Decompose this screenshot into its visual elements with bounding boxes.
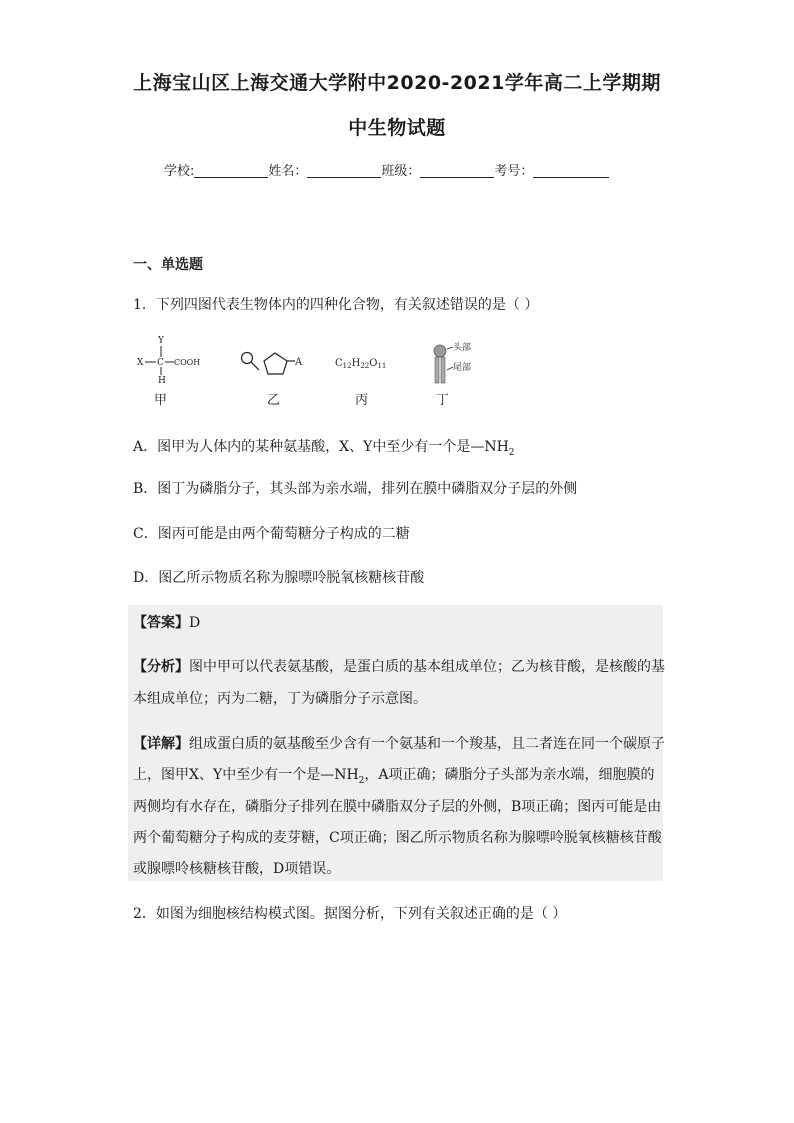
school-label: 学校: <box>164 164 195 179</box>
fig-label-ding: 丁 <box>436 393 450 408</box>
exam-no-label: 考号： <box>494 164 534 179</box>
detail-line-1: 【详解】组成蛋白质的氨基酸至少含有一个氨基和一个羧基，且二者连在同一个碳原子 <box>133 736 665 752</box>
analysis-line-2: 本组成单位；丙为二糖，丁为磷脂分子示意图。 <box>133 691 427 707</box>
fig-label-jia: 甲 <box>154 393 168 408</box>
exam-no-field[interactable] <box>533 163 609 178</box>
fig-label-yi: 乙 <box>267 393 281 408</box>
ding-tail-left <box>435 357 439 383</box>
name-field[interactable] <box>307 163 381 178</box>
compound-yi <box>242 353 304 375</box>
q1-option-b[interactable]: B．图丁为磷脂分子，其头部为亲水端，排列在膜中磷脂双分子层的外侧 <box>133 481 578 497</box>
q1-option-c[interactable]: C．图丙可能是由两个葡萄糖分子构成的二糖 <box>133 526 410 542</box>
jia-cooh: COOH <box>174 358 201 367</box>
section-title: 一、单选题 <box>133 257 203 273</box>
bing-formula: $C_{12}H_{22}O_{11}$ <box>335 358 387 370</box>
ding-head-label: 头部 <box>453 343 472 353</box>
detail-line-4: 两个葡萄糖分子构成的麦芽糖，C项正确；图乙所示物质名称为腺嘌呤脱氧核糖核苷酸 <box>133 830 662 846</box>
q1-figure <box>130 330 510 388</box>
analysis-line-1: 【分析】图中甲可以代表氨基酸，是蛋白质的基本组成单位；乙为核苷酸，是核酸的基 <box>133 659 665 675</box>
compound-ding <box>434 341 471 383</box>
answer-row <box>133 612 200 632</box>
paper-title-line2: 中生物试题 <box>348 117 446 139</box>
jia-x: X <box>137 358 144 368</box>
jia-c: C <box>157 358 164 368</box>
ding-head-icon <box>434 345 446 357</box>
q1-option-d[interactable]: D．图乙所示物质名称为腺嘌呤脱氧核糖核苷酸 <box>133 570 425 586</box>
detail-label: 【详解】 <box>133 736 189 752</box>
jia-h: H <box>158 376 166 386</box>
paper-title-line1: 上海宝山区上海交通大学附中2020-2021学年高二上学期期 <box>133 72 661 94</box>
answer-label: 【答案】 <box>133 615 189 631</box>
detail-line-3: 两侧均有水存在，磷脂分子排列在膜中磷脂双分子层的外侧，B项正确；图丙可能是由 <box>133 799 662 815</box>
q1-option-a[interactable]: A．图甲为人体内的某种氨基酸，X、Y中至少有一个是$—NH_2$ <box>133 439 515 458</box>
ding-tail-right <box>441 357 445 383</box>
detail-line-5: 或腺嘌呤核糖核苷酸，D项错误。 <box>133 861 341 877</box>
yi-phosphate-circle <box>242 353 253 364</box>
fig-label-bing: 丙 <box>355 393 369 408</box>
jia-y: Y <box>158 336 164 346</box>
student-info-row <box>164 160 609 179</box>
analysis-label: 【分析】 <box>133 659 189 675</box>
ding-tail-label: 尾部 <box>453 363 472 373</box>
yi-a: A <box>295 357 303 368</box>
class-label: 班级： <box>381 164 421 179</box>
name-label: 姓名： <box>268 164 308 179</box>
detail-line-2: 上，图甲X、Y中至少有一个是$—NH_2$，A项正确；磷脂分子头部为亲水端，细胞膜的 <box>133 767 655 786</box>
q1-stem: 1．下列四图代表生物体内的四种化合物，有关叙述错误的是（ ） <box>133 297 539 313</box>
compound-bing <box>335 358 386 370</box>
answer-value: D <box>189 615 201 631</box>
school-field[interactable] <box>194 163 268 178</box>
yi-pentose-ring <box>264 353 287 374</box>
compound-jia <box>137 336 200 386</box>
q2-stem: 2．如图为细胞核结构模式图。据图分析，下列有关叙述正确的是（ ） <box>133 906 567 922</box>
class-field[interactable] <box>420 163 494 178</box>
